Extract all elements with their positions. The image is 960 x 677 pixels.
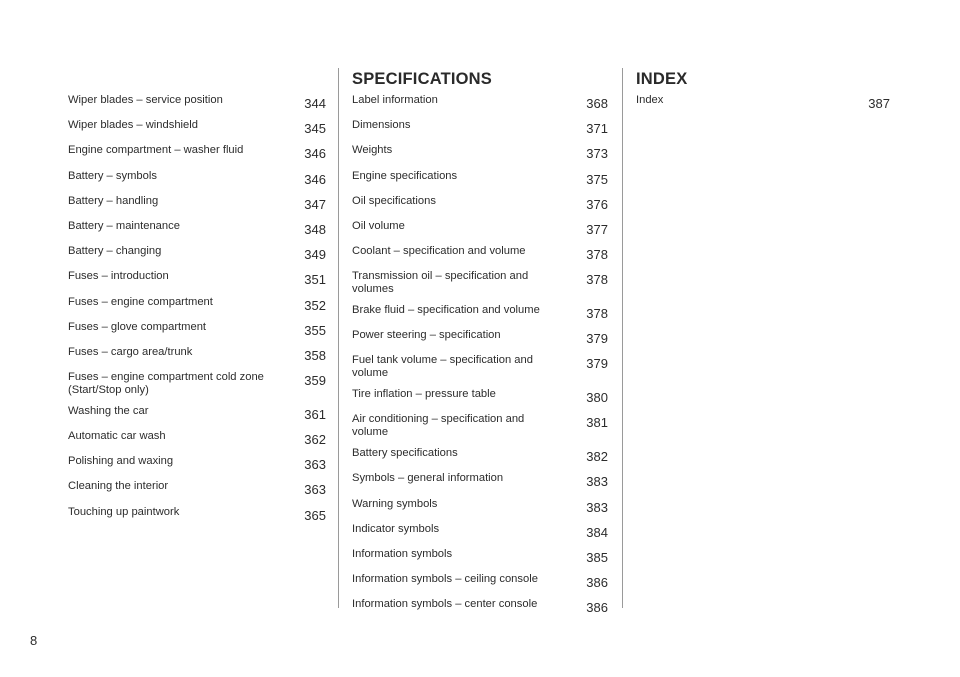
toc-entry-title: Label information [352,94,438,106]
toc-entry-page-number: 378 [586,272,608,288]
toc-entry[interactable] [68,455,326,472]
toc-entry-title: Information symbols – center console [352,598,538,611]
toc-entry-page-number: 363 [304,482,326,498]
toc-entry-page-number: 379 [586,356,608,372]
toc-entry-title: Battery specifications [352,447,458,460]
toc-entry-title: Battery – maintenance [68,219,180,232]
toc-entry[interactable] [68,296,326,313]
toc-entry-page-number: 386 [586,575,608,591]
toc-entry[interactable] [68,506,326,523]
section-heading-index: INDEX [636,70,688,88]
toc-entry[interactable] [68,270,326,287]
toc-entry[interactable] [68,245,326,262]
toc-entry-title: Weights [352,144,393,157]
toc-entry[interactable] [68,195,326,212]
toc-list [352,94,608,624]
column-divider [622,68,623,608]
toc-entry[interactable] [68,119,326,136]
toc-entry[interactable] [68,346,326,363]
toc-entry-page-number: 344 [304,96,326,111]
toc-entry-page-number: 361 [304,406,326,422]
toc-entry-page-number: 379 [586,331,608,347]
toc-entry-page-number: 373 [586,146,608,162]
toc-entry-page-number: 368 [586,96,608,111]
toc-entry[interactable] [352,304,608,321]
toc-entry[interactable] [68,94,326,111]
toc-entry-title: Battery – symbols [68,169,157,182]
toc-entry-title: Wiper blades – service position [68,94,223,106]
toc-entry[interactable] [352,498,608,515]
toc-entry[interactable] [68,220,326,237]
toc-entry-page-number: 371 [586,121,608,137]
toc-entry-page-number: 376 [586,196,608,212]
toc-entry-page-number: 381 [586,415,608,431]
toc-entry-page-number: 385 [586,549,608,565]
toc-entry-title: Touching up paintwork [68,505,180,518]
toc-entry-title: Transmission oil – specification and volumes [352,270,529,296]
toc-entry[interactable] [352,472,608,489]
toc-entry[interactable] [352,195,608,212]
toc-entry-page-number: 365 [304,507,326,523]
toc-entry[interactable] [68,144,326,161]
toc-entry[interactable] [352,329,608,346]
toc-entry-title: Symbols – general information [352,472,504,485]
toc-entry[interactable] [352,94,608,111]
toc-entry-page-number: 380 [586,390,608,406]
toc-entry-title: Wiper blades – windshield [68,119,198,132]
toc-entry-page-number: 345 [304,121,326,137]
toc-entry-title: Indicator symbols [352,522,440,535]
toc-entry[interactable] [352,270,608,296]
toc-entry-page-number: 363 [304,457,326,473]
toc-entry[interactable] [352,220,608,237]
toc-entry[interactable] [352,119,608,136]
toc-entry[interactable] [68,371,326,397]
section-heading-specifications: SPECIFICATIONS [352,70,493,88]
toc-entry[interactable] [352,598,608,615]
toc-entry-title: Information symbols [352,547,453,560]
toc-entry-page-number: 386 [586,600,608,616]
toc-entry-page-number: 384 [586,524,608,540]
toc-entry-title: Fuses – engine compartment cold zone (Start/Stop only) [68,371,264,396]
toc-entry-title: Air conditioning – specification and volume [352,413,525,439]
column-divider [338,68,339,608]
toc-entry[interactable] [68,321,326,338]
toc-entry[interactable] [352,170,608,187]
toc-entry[interactable] [352,245,608,262]
toc-list [68,94,326,531]
toc-list [636,94,890,119]
toc-entry-title: Oil specifications [352,194,436,207]
toc-entry-page-number: 377 [586,221,608,237]
toc-entry-title: Fuses – glove compartment [68,320,207,333]
toc-entry-title: Washing the car [68,404,149,417]
toc-entry[interactable] [636,94,890,111]
toc-entry[interactable] [352,354,608,380]
toc-entry-title: Battery – changing [68,245,162,258]
toc-entry-page-number: 383 [586,499,608,515]
toc-entry-page-number: 352 [304,297,326,313]
toc-entry[interactable] [352,388,608,405]
toc-entry-title: Battery – handling [68,194,159,207]
toc-entry-title: Oil volume [352,219,405,232]
toc-entry-title: Engine specifications [352,169,458,182]
toc-entry[interactable] [68,430,326,447]
toc-entry-page-number: 387 [868,96,890,111]
toc-entry[interactable] [352,573,608,590]
toc-entry[interactable] [68,170,326,187]
toc-entry[interactable] [68,480,326,497]
page-number: 8 [30,633,38,648]
toc-entry[interactable] [352,413,608,439]
toc-entry[interactable] [68,405,326,422]
toc-entry[interactable] [352,548,608,565]
toc-entry-title: Warning symbols [352,497,438,510]
toc-entry-page-number: 358 [304,347,326,363]
toc-entry-title: Index [636,94,664,106]
toc-entry-title: Engine compartment – washer fluid [68,144,244,157]
toc-entry-title: Brake fluid – specification and volume [352,304,540,317]
toc-entry-title: Fuses – introduction [68,270,169,283]
toc-entry-page-number: 351 [304,272,326,288]
toc-entry-title: Coolant – specification and volume [352,245,526,258]
toc-entry-title: Fuses – cargo area/trunk [68,345,193,358]
toc-entry-page-number: 346 [304,171,326,187]
toc-entry-title: Fuel tank volume – specification and volume [352,354,533,380]
toc-entry-page-number: 383 [586,474,608,490]
toc-entry-title: Cleaning the interior [68,480,169,493]
toc-entry-title: Dimensions [352,119,411,132]
toc-entry-page-number: 355 [304,322,326,338]
toc-entry-page-number: 346 [304,146,326,162]
toc-entry-page-number: 382 [586,449,608,465]
toc-entry-page-number: 362 [304,432,326,448]
toc-entry-page-number: 348 [304,221,326,237]
toc-entry-page-number: 349 [304,247,326,263]
toc-entry-page-number: 375 [586,171,608,187]
toc-entry-title: Tire inflation – pressure table [352,388,496,401]
toc-entry[interactable] [352,447,608,464]
toc-entry-title: Power steering – specification [352,329,501,342]
toc-entry[interactable] [352,144,608,161]
toc-entry-title: Information symbols – ceiling console [352,573,538,586]
toc-entry-title: Automatic car wash [68,430,166,443]
toc-entry-page-number: 378 [586,247,608,263]
toc-entry[interactable] [352,523,608,540]
toc-entry-page-number: 378 [586,306,608,322]
toc-entry-title: Fuses – engine compartment [68,295,213,308]
toc-entry-page-number: 359 [304,373,326,389]
toc-entry-page-number: 347 [304,196,326,212]
toc-entry-title: Polishing and waxing [68,455,174,468]
